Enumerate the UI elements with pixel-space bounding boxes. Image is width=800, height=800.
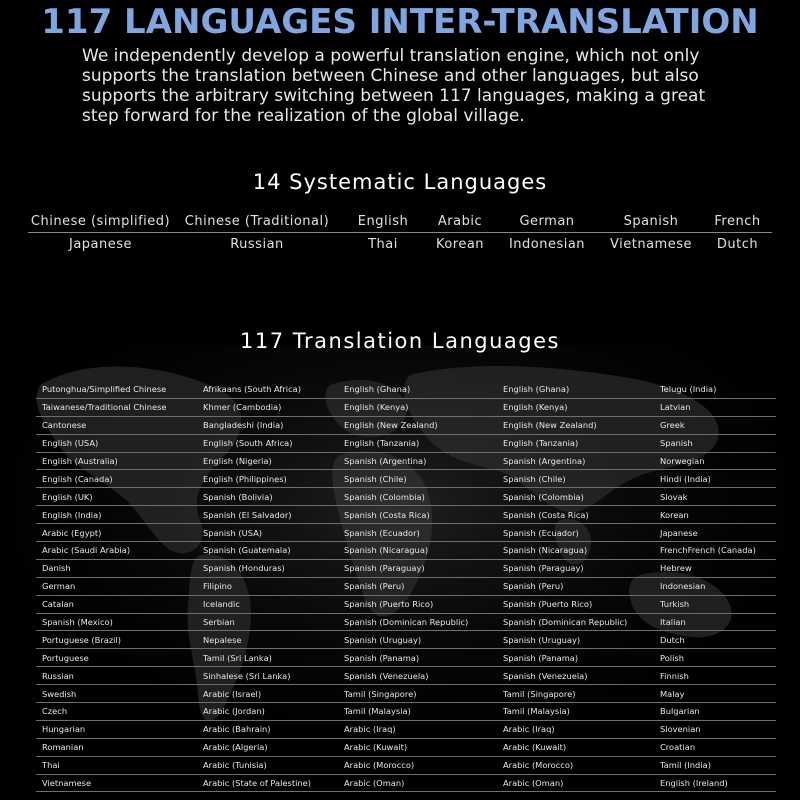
systematic-languages-table xyxy=(28,210,772,255)
language-cell: Korean xyxy=(660,509,689,520)
language-cell: Spanish (Costa Rica) xyxy=(503,509,589,520)
systematic-language-cell: Vietnamese xyxy=(610,236,692,252)
language-cell: Spanish (Argentina) xyxy=(503,456,586,466)
language-cell: Finnish xyxy=(660,670,689,681)
language-cell: Latvian xyxy=(660,402,691,413)
language-cell: Japanese xyxy=(660,527,698,538)
language-cell: Spanish (Nicaragua) xyxy=(503,545,588,556)
language-cell: Bangladeshi (India) xyxy=(203,420,284,431)
table-row xyxy=(36,470,776,488)
language-cell: Spanish (Peru) xyxy=(344,581,405,592)
language-cell: Spanish (Puerto Rico) xyxy=(503,599,593,610)
table-row xyxy=(36,685,776,703)
language-cell: Spanish (Mexico) xyxy=(42,617,113,628)
language-cell: Arabic (Kuwait) xyxy=(503,742,567,753)
table-row xyxy=(36,703,776,721)
table-row xyxy=(36,399,776,417)
language-cell: English (Nigeria) xyxy=(203,456,272,466)
table-row xyxy=(36,381,776,399)
language-cell: Spanish (Uruguay) xyxy=(503,634,581,645)
systematic-language-cell: Arabic xyxy=(437,213,483,229)
language-cell: Tamil (Malaysia) xyxy=(344,706,411,717)
language-cell: Arabic (Kuwait) xyxy=(344,742,408,753)
language-cell: Tamil (Sri Lanka) xyxy=(203,652,272,663)
language-cell: Arabic (Oman) xyxy=(503,778,564,789)
systematic-language-cell: Dutch xyxy=(716,236,759,252)
systematic-language-cell: Korean xyxy=(435,236,485,252)
language-cell: English (Philippines) xyxy=(203,473,287,484)
language-cell: Spanish xyxy=(660,438,693,449)
language-cell: Khmer (Cambodia) xyxy=(203,402,282,413)
language-cell: Arabic (Israel) xyxy=(203,688,262,699)
systematic-language-cell: Russian xyxy=(230,236,284,252)
language-cell: Norwegian xyxy=(660,456,705,466)
table-row xyxy=(36,560,776,578)
systematic-language-cell: Chinese (simplified) xyxy=(30,213,171,229)
language-cell: Indonesian xyxy=(660,581,706,592)
language-cell: Thai xyxy=(42,760,60,771)
language-cell: Spanish (Panama) xyxy=(503,652,579,663)
language-cell: English (Ireland) xyxy=(660,778,728,789)
systematic-languages-title: 14 Systematic Languages xyxy=(252,170,548,194)
language-cell: English (South Africa) xyxy=(203,438,293,449)
language-cell: Spanish (Dominican Republic) xyxy=(503,617,628,628)
language-cell: Arabic (Tunisia) xyxy=(203,760,267,771)
language-cell: Malay xyxy=(660,688,685,699)
language-cell: Icelandic xyxy=(203,599,240,610)
language-cell: Slovak xyxy=(660,491,688,502)
language-cell: English (India) xyxy=(42,509,102,520)
language-cell: Polish xyxy=(660,652,684,663)
language-cell: Czech xyxy=(42,706,68,717)
language-cell: Taiwanese/Traditional Chinese xyxy=(42,402,167,413)
language-cell: Filipino xyxy=(203,581,232,592)
language-cell: Nepalese xyxy=(203,634,242,645)
language-cell: Arabic (Morocco) xyxy=(344,760,415,771)
language-cell: Spanish (Bolivia) xyxy=(203,491,273,502)
table-row xyxy=(36,667,776,685)
language-cell: English (Tanzania) xyxy=(503,438,579,449)
language-cell: Tamil (Singapore) xyxy=(503,688,576,699)
systematic-row xyxy=(28,233,772,255)
table-row xyxy=(36,631,776,649)
table-row xyxy=(36,721,776,739)
language-cell: Spanish (Panama) xyxy=(344,652,420,663)
language-cell: Arabic (Egypt) xyxy=(42,527,102,538)
language-cell: German xyxy=(42,581,76,592)
language-cell: Hebrew xyxy=(660,563,692,574)
systematic-language-cell: German xyxy=(519,213,575,229)
language-cell: Tamil (India) xyxy=(660,760,711,771)
systematic-language-cell: Thai xyxy=(368,236,398,252)
table-row xyxy=(36,614,776,632)
language-cell: English (Ghana) xyxy=(344,384,411,395)
language-cell: Vietnamese xyxy=(42,778,92,789)
table-row xyxy=(36,542,776,560)
language-cell: English (New Zealand) xyxy=(344,420,438,431)
language-cell: English (New Zealand) xyxy=(503,420,597,431)
table-row xyxy=(36,453,776,471)
language-cell: Spanish (Argentina) xyxy=(344,456,427,466)
translation-languages-title: 117 Translation Languages xyxy=(240,329,560,353)
language-cell: Hindi (India) xyxy=(660,473,711,484)
language-cell: English (Kenya) xyxy=(344,402,409,413)
language-cell: Turkish xyxy=(660,599,690,610)
language-cell: Swedish xyxy=(42,688,77,699)
language-cell: Spanish (Chile) xyxy=(503,473,566,484)
page-description: We independently develop a powerful translation engine, which not only supports the translation between Chinese and other languages, but also supports the arbitrary switching between 117 languages, making a great step forward for the realization of the global village. xyxy=(82,46,706,126)
table-row xyxy=(36,775,776,793)
language-cell: Spanish (Venezuela) xyxy=(503,670,588,681)
language-cell: Spanish (Puerto Rico) xyxy=(344,599,434,610)
language-cell: Spanish (Colombia) xyxy=(344,491,425,502)
table-row xyxy=(36,739,776,757)
language-cell: Portuguese (Brazil) xyxy=(42,634,122,645)
language-cell: Catalan xyxy=(42,599,74,610)
language-cell: Romanian xyxy=(42,742,84,753)
language-cell: Hungarian xyxy=(42,724,86,735)
systematic-language-cell: French xyxy=(714,213,761,229)
language-cell: Slovenian xyxy=(660,724,701,735)
language-cell: Italian xyxy=(660,617,686,628)
language-cell: Arabic (State of Palestine) xyxy=(203,778,312,789)
language-cell: Spanish (Chile) xyxy=(344,473,407,484)
language-cell: Afrikaans (South Africa) xyxy=(203,384,301,395)
systematic-row xyxy=(28,210,772,233)
language-cell: Arabic (Jordan) xyxy=(203,706,265,717)
language-cell: Spanish (El Salvador) xyxy=(203,509,292,520)
systematic-language-cell: Indonesian xyxy=(508,236,586,252)
language-cell: Dutch xyxy=(660,634,685,645)
translation-languages-table xyxy=(36,381,776,792)
language-cell: Greek xyxy=(660,420,685,431)
table-row xyxy=(36,578,776,596)
language-cell: Serbian xyxy=(203,617,235,628)
language-cell: Spanish (Peru) xyxy=(503,581,564,592)
language-cell: Bulgarian xyxy=(660,706,700,717)
table-row xyxy=(36,488,776,506)
language-cell: Spanish (Uruguay) xyxy=(344,634,422,645)
language-cell: English (Canada) xyxy=(42,473,113,484)
language-cell: Arabic (Algeria) xyxy=(203,742,268,753)
language-cell: English (UK) xyxy=(42,491,93,502)
table-row xyxy=(36,417,776,435)
table-row xyxy=(36,596,776,614)
table-row xyxy=(36,506,776,524)
language-cell: Spanish (USA) xyxy=(203,527,263,538)
language-cell: Arabic (Oman) xyxy=(344,778,405,789)
language-cell: Arabic (Saudi Arabia) xyxy=(42,545,131,556)
language-cell: Spanish (Honduras) xyxy=(203,563,285,574)
language-cell: Spanish (Colombia) xyxy=(503,491,584,502)
language-cell: Spanish (Dominican Republic) xyxy=(344,617,469,628)
language-cell: Tamil (Singapore) xyxy=(344,688,417,699)
language-cell: Tamil (Malaysia) xyxy=(503,706,570,717)
table-row xyxy=(36,757,776,775)
systematic-language-cell: Spanish xyxy=(623,213,679,229)
systematic-language-cell: English xyxy=(357,213,409,229)
systematic-language-cell: Japanese xyxy=(68,236,133,252)
language-cell: English (USA) xyxy=(42,438,99,449)
table-row xyxy=(36,524,776,542)
language-cell: English (Tanzania) xyxy=(344,438,420,449)
language-cell: Croatian xyxy=(660,742,696,753)
language-cell: Arabic (Iraq) xyxy=(503,724,555,735)
language-cell: Spanish (Ecuador) xyxy=(344,527,420,538)
language-cell: Spanish (Costa Rica) xyxy=(344,509,430,520)
language-cell: Sinhalese (Sri Lanka) xyxy=(203,670,291,681)
language-cell: FrenchFrench (Canada) xyxy=(660,545,756,556)
language-cell: English (Kenya) xyxy=(503,402,568,413)
page-title: 117 LANGUAGES INTER-TRANSLATION xyxy=(41,2,759,42)
language-cell: Danish xyxy=(42,563,71,574)
table-row xyxy=(36,649,776,667)
language-cell: Arabic (Morocco) xyxy=(503,760,574,771)
language-cell: Spanish (Ecuador) xyxy=(503,527,579,538)
language-cell: Telugu (India) xyxy=(660,384,717,395)
language-cell: Spanish (Guatemala) xyxy=(203,545,291,556)
language-cell: Portuguese xyxy=(42,652,89,663)
table-row xyxy=(36,435,776,453)
language-cell: Cantonese xyxy=(42,420,87,431)
language-cell: Spanish (Paraguay) xyxy=(344,563,425,574)
language-cell: Arabic (Iraq) xyxy=(344,724,396,735)
language-cell: Spanish (Nicaragua) xyxy=(344,545,429,556)
language-cell: English (Ghana) xyxy=(503,384,570,395)
language-cell: Spanish (Paraguay) xyxy=(503,563,584,574)
language-cell: English (Australia) xyxy=(42,456,118,466)
language-cell: Spanish (Venezuela) xyxy=(344,670,429,681)
language-cell: Putonghua/Simplified Chinese xyxy=(42,384,167,395)
language-cell: Russian xyxy=(42,670,74,681)
language-cell: Arabic (Bahrain) xyxy=(203,724,271,735)
systematic-language-cell: Chinese (Traditional) xyxy=(184,213,330,229)
